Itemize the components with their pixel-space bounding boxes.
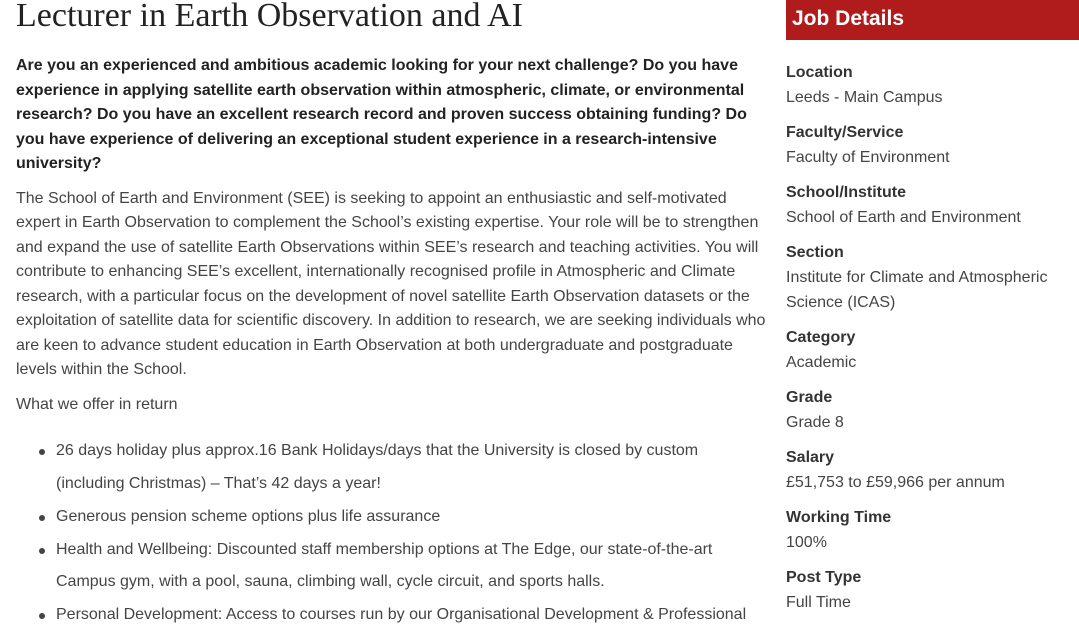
detail-value: Leeds - Main Campus: [786, 89, 943, 106]
bullet-icon: [39, 548, 45, 554]
detail-salary: [786, 445, 1079, 495]
intro-text: Are you an experienced and ambitious academic looking for your next challenge? Do you have experience in applying satellite earth observation within atmospheric, climate, or environmental research? Do you have an excellent research record and proven success obtaining funding? Do you have experience of delivering an exceptional student experience in a research-intensive university?: [16, 57, 747, 172]
list-item: [16, 534, 768, 599]
detail-label: Salary: [786, 449, 835, 466]
detail-value: 100%: [786, 534, 827, 551]
detail-label: Section: [786, 244, 844, 261]
benefit-text: Personal Development: Access to courses run by our Organisational Development & Professional: [56, 606, 747, 623]
detail-value: Institute for Climate and Atmospheric Science (ICAS): [786, 269, 1048, 311]
list-item: [16, 501, 768, 534]
detail-location: [786, 60, 1079, 110]
benefit-text: Generous pension scheme options plus life assurance: [56, 507, 441, 525]
detail-faculty: [786, 120, 1079, 170]
detail-value: Full Time: [786, 594, 851, 611]
page-title: Lecturer in Earth Observation and AI: [16, 0, 523, 34]
detail-value: £51,753 to £59,966 per annum: [786, 474, 1005, 491]
details-list: [786, 60, 1079, 615]
detail-section: [786, 240, 1079, 315]
detail-value: Grade 8: [786, 414, 844, 431]
detail-grade: [786, 385, 1079, 435]
benefit-text: 26 days holiday plus approx.16 Bank Holidays/days that the University is closed by custom (including Christmas) – That’s 42 days a year!: [56, 442, 699, 492]
benefit-text: Health and Wellbeing: Discounted staff membership options at The Edge, our state-of-the-art Campus gym, with a pool, sauna, climbing wall, cycle circuit, and sports halls.: [56, 540, 713, 590]
detail-label: Faculty/Service: [786, 124, 904, 141]
detail-label: Location: [786, 64, 853, 81]
detail-school: [786, 180, 1079, 230]
offer-heading: What we offer in return: [16, 395, 178, 413]
detail-label: Grade: [786, 389, 833, 406]
detail-value: Faculty of Environment: [786, 149, 950, 166]
detail-label: School/Institute: [786, 184, 906, 201]
description-text: The School of Earth and Environment (SEE) is seeking to appoint an enthusiastic and self-motivated expert in Earth Observation to complement the School’s existing expertise. Your role will be to strengthen and expand the use of satellite Earth Observations within SEE’s research and teaching activities. You will contribute to enhancing SEE’s excellent, internationally recognised profile in Atmospheric and Climate research, with a particular focus on the development of novel satellite Earth Observation datasets or the exploitation of satellite data for scientific discovery. In addition to research, we are seeking individuals who are keen to advance student education in Earth Observation at both undergraduate and postgraduate levels within the School.: [16, 189, 766, 378]
list-item: [16, 435, 768, 500]
detail-label: Category: [786, 329, 856, 346]
bullet-icon: [39, 515, 45, 521]
detail-post-type: [786, 565, 1079, 615]
bullet-icon: [39, 613, 45, 619]
detail-working-time: [786, 505, 1079, 555]
detail-label: Post Type: [786, 569, 862, 586]
detail-value: School of Earth and Environment: [786, 209, 1021, 226]
sidebar-header: Job Details: [786, 0, 1079, 40]
benefits-list: [16, 435, 768, 632]
job-description: [16, 0, 768, 632]
detail-category: [786, 325, 1079, 375]
list-item: [16, 599, 768, 632]
bullet-icon: [39, 449, 45, 455]
detail-label: Working Time: [786, 509, 892, 526]
job-details-sidebar: [786, 0, 1079, 625]
detail-value: Academic: [786, 354, 857, 371]
